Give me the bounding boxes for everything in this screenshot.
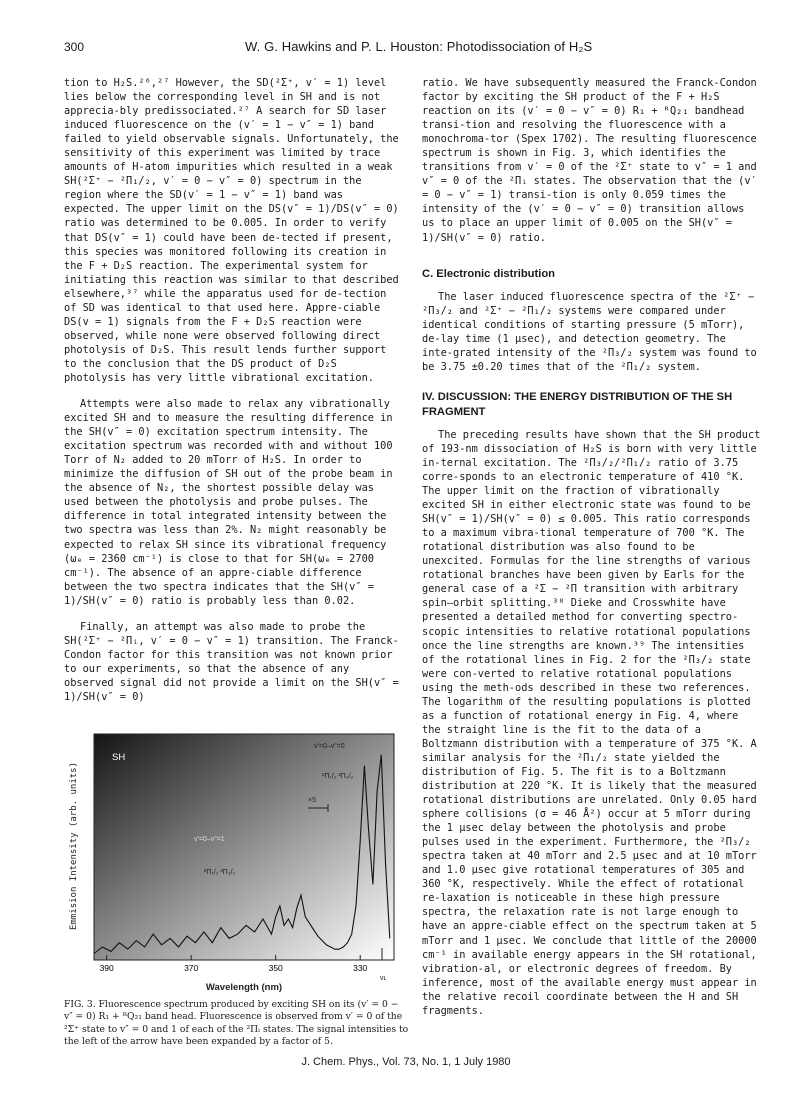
band-00-label: v'=0–v"=0: [314, 743, 345, 750]
spectrum-plot: [64, 716, 409, 998]
x-tick-label: 350: [268, 963, 283, 973]
x-tick-label: 390: [99, 963, 114, 973]
figure-3: [64, 716, 409, 998]
paragraph: ratio. We have subsequently measured the Franck-Condon factor by exciting the SH product of the F + H₂S reaction on its (v′ = 0 − v″ = 0) R₁ + ᴿQ₂₁ bandhead transi-tion and resolving the fluorescence with a monochroma-tor (Spex 1702). The resulting fluorescence spectrum is shown in Fig. 3, which identifies the transitions from v′ = 0 of the ²Σ⁺ state to v″ = 1 and v″ = 0 of the ²Πᵢ states. The observation that the (v′ = 0 − v″ = 1) transi-tion is only 0.059 times the intensity of the (v′ = 0 − v″ = 0) transition allows us to place an upper limit of 0.005 on the SH(v″ = 1)/SH(v″ = 0) ratio.: [422, 77, 757, 244]
figure-caption: FIG. 3. Fluorescence spectrum produced by exciting SH on its (v′ = 0 − v″ = 0) R₁ + ᴿQ₂₁ band head. Fluorescence is observed from v′ = 0 of the ²Σ⁺ state to v″ = 0 and 1 of each of the ²Πᵢ states. The signal intensities to the left of the arrow have been expanded by a factor of 5.: [64, 999, 409, 1048]
running-title: W. G. Hawkins and P. L. Houston: Photodissociation of H₂S: [245, 39, 593, 54]
right-column: [422, 76, 762, 1018]
states-00-label: ²Π₁/₂ ²Π₃/₂: [322, 773, 354, 780]
x-axis-label: Wavelength (nm): [205, 982, 283, 993]
x-tick-label: 330: [353, 963, 368, 973]
paragraph: The preceding results have shown that the SH product of 193-nm dissociation of H₂S is born with very little in-ternal excitation. The ²Π₃/₂/²Π₁/₂ ratio of 3.75 corre-sponds to an electronic temperature of 410 °K. The upper limit on the fraction of vibrationally excited SH in either electronic state was found to be SH(v″ = 1)/SH(v″ = 0) ≤ 0.005. This ratio corresponds to a maximum vibra-tional temperature of 700 °K. The rotational distribution was also found to be unexcited. Formulas for the line strengths of various rotational branches have been given by Earls for the general case of a ²Σ − ²Π transition with arbitrary spin–orbit splitting.³⁸ Dieke and Crosswhite have presented a detailed method for converting spectro-scopic intensities to relative rotational populations once the line strengths are known.³⁹ The intensities of the rotational lines in Fig. 2 for the ²Π₃/₂ state were con-verted to relative rotational populations using the meth-ods described in these two references. The logarithm of the resulting populations is plotted as a function of rotational energy in Fig. 4, where the straight line is the fit to the data of a Boltzmann distribution with a temperature of 375 °K. A similar analysis for the ²Π₁/₂ state yielded the distribution of Fig. 5. The fit is to a Boltzmann distribution at 220 °K. It is likely that the measured rotational distributions are unrelated. Only 0.05 hard sphere collisions (σ = 46 Å²) occur at 5 mTorr during the 1 μsec delay between the photolysis and probe pulses used in the experiment. Furthermore, the ²Π₃/₂ spectra taken at 40 mTorr and 2.5 μsec and at 10 mTorr and 1.0 μsec give rotational temperatures of 305 and 360 °K, respectively. While the effect of rotational re-laxation is noticeable in these high pressure spectra, the relaxation rate is not large enough to have an appre-ciable effect on the spectrum taken at 5 mTorr and 1 μsec. We conclude that little of the 20000 cm⁻¹ in available energy appears in the SH rotational, vibration-al, or electronic degrees of freedom. By inference, most of the available energy must appear in the relative recoil coordinate between the H and SH fragments.: [422, 428, 761, 1017]
journal-footer: [0, 1056, 812, 1068]
footer-citation: J. Chem. Phys., Vol. 73, No. 1, 1 July 1980: [301, 1056, 511, 1068]
paragraph: tion to H₂S.²⁶,²⁷ However, the SD(²Σ⁺, v′ = 1) level lies below the corresponding level in SH and is not apprecia-bly predissociated.²⁷ A search for SD laser induced fluorescence on the (v′ = 1 − v″ = 1) band failed to yield observable signals. Unfortunately, the sensitivity of this experiment was limited by trace amounts of H-atom impurities which resulted in a weak SH(²Σ⁺ − ²Π₁/₂, v′ = 0 − v″ = 0) spectrum in the region where the SD(v′ = 1 − v″ = 1) band was expected. The upper limit on the DS(v″ = 1)/DS(v″ = 0) ratio was determined to be 0.005. In order to verify that DS(v″ = 1) could have been de-tected if present, this species was monitored following its creation in the F + D₂S reaction. The experimental system for initiating this reaction was similar to that described elsewhere,³⁷ while the apparatus used for de-tection of SD was identical to that used here. Appre-ciable DS(v = 1) signals from the F + D₂S reaction were observed, while none were observed following direct photolysis of D₂S. This result lends further support to the conclusion that the DS product of D₂S photolysis has very little vibrational excitation.: [64, 77, 399, 384]
laser-label: νʟ: [380, 975, 387, 982]
section-heading-iv: IV. DISCUSSION: THE ENERGY DISTRIBUTION OF THE SH FRAGMENT: [422, 390, 733, 418]
paragraph: Finally, an attempt was also made to probe the SH(²Σ⁺ − ²Πᵢ, v′ = 0 − v″ = 1) transition. The Franck-Condon factor for this transition was not known prior to our experiments, so that the absence of any observed signal did not provide a limit on the SH(v″ = 1)/SH(v″ = 0): [64, 620, 399, 703]
paragraph: The laser induced fluorescence spectra of the ²Σ⁺ − ²Π₃/₂ and ²Σ⁺ − ²Π₁/₂ systems were compared under identical conditions of starting pressure (5 mTorr), de-lay time (1 μsec), and detection geometry. The inte-grated intensity of the ²Π₃/₂ system was found to be 3.75 ±0.20 times that of the ²Π₁/₂ system.: [422, 290, 757, 373]
page-number: 300: [64, 40, 85, 54]
states-01-label: ²Π₁/₂ ²Π₃/₂: [204, 869, 236, 876]
paragraph: Attempts were also made to relax any vibrationally excited SH and to measure the resulting difference in the SH(v″ = 0) excitation spectrum intensity. The excitation spectrum was recorded with and without 100 Torr of N₂ added to 20 mTorr of H₂S. In order to minimize the diffusion of SH out of the probe beam in the absence of N₂, the shortest possible delay was used between the photolysis and probe pulses. The difference in total integrated intensity between the two spectra was less than 2%. N₂ might reasonably be expected to relax SH since its vibrational frequency (ωₑ = 2360 cm⁻¹) is close to that for SH(ωₑ = 2700 cm⁻¹). The absence of an appre-ciable difference between the two spectra indicates that the SH(v″ = 1)/SH(v″ = 0) ratio is probably less than 0.02.: [64, 398, 393, 607]
scale-factor-label: ×5: [308, 797, 316, 804]
y-axis-label: Emmision Intensity (arb. units): [69, 762, 79, 930]
section-heading-c: C. Electronic distribution: [422, 267, 556, 280]
species-label: SH: [112, 752, 126, 763]
left-column: [64, 76, 404, 704]
plot-background: [94, 734, 394, 960]
band-01-label: v'=0–v"=1: [194, 836, 225, 843]
x-tick-label: 370: [184, 963, 199, 973]
